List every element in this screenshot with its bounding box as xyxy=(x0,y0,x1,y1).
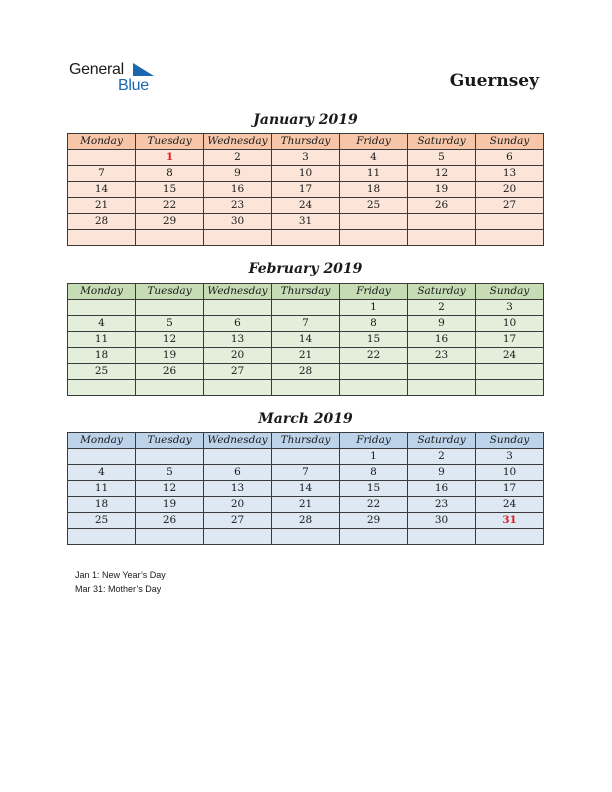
day-cell: 4 xyxy=(68,465,136,481)
weekday-header: Tuesday xyxy=(136,433,204,449)
day-cell: 10 xyxy=(476,316,544,332)
day-cell: 25 xyxy=(68,364,136,380)
weekday-header: Wednesday xyxy=(204,284,272,300)
day-cell: 31 xyxy=(476,513,544,529)
month-title: February 2019 xyxy=(248,261,363,277)
day-cell: 17 xyxy=(476,481,544,497)
day-cell: 2 xyxy=(408,449,476,465)
day-cell xyxy=(68,380,136,396)
day-cell: 13 xyxy=(476,166,544,182)
week-row xyxy=(68,380,544,396)
day-cell xyxy=(340,230,408,246)
day-cell: 12 xyxy=(136,481,204,497)
day-cell xyxy=(408,214,476,230)
day-cell: 19 xyxy=(136,497,204,513)
day-cell xyxy=(340,529,408,545)
day-cell xyxy=(204,449,272,465)
day-cell: 9 xyxy=(408,316,476,332)
weekday-header: Tuesday xyxy=(136,284,204,300)
weekday-header: Saturday xyxy=(408,433,476,449)
day-cell: 22 xyxy=(340,348,408,364)
day-cell xyxy=(476,364,544,380)
day-cell: 14 xyxy=(272,332,340,348)
day-cell: 26 xyxy=(136,364,204,380)
week-row xyxy=(68,300,544,316)
weekday-header: Friday xyxy=(340,433,408,449)
day-cell: 27 xyxy=(476,198,544,214)
day-cell: 29 xyxy=(136,214,204,230)
weekday-header-row xyxy=(68,284,544,300)
weekday-header: Monday xyxy=(68,134,136,150)
month-table xyxy=(67,283,544,396)
day-cell: 16 xyxy=(408,332,476,348)
day-cell: 18 xyxy=(68,497,136,513)
day-cell: 19 xyxy=(408,182,476,198)
day-cell: 21 xyxy=(68,198,136,214)
day-cell: 4 xyxy=(340,150,408,166)
day-cell xyxy=(136,230,204,246)
month-table xyxy=(67,432,544,545)
day-cell: 28 xyxy=(272,364,340,380)
day-cell: 22 xyxy=(340,497,408,513)
day-cell: 13 xyxy=(204,332,272,348)
day-cell: 8 xyxy=(340,465,408,481)
day-cell: 29 xyxy=(340,513,408,529)
day-cell: 11 xyxy=(68,481,136,497)
day-cell: 24 xyxy=(272,198,340,214)
day-cell: 4 xyxy=(68,316,136,332)
day-cell: 15 xyxy=(340,332,408,348)
day-cell: 3 xyxy=(272,150,340,166)
month-title: January 2019 xyxy=(253,112,358,128)
day-cell: 5 xyxy=(136,465,204,481)
weekday-header: Friday xyxy=(340,134,408,150)
week-row xyxy=(68,497,544,513)
day-cell xyxy=(408,230,476,246)
day-cell: 14 xyxy=(272,481,340,497)
day-cell xyxy=(68,449,136,465)
day-cell xyxy=(272,449,340,465)
day-cell: 9 xyxy=(204,166,272,182)
day-cell: 23 xyxy=(204,198,272,214)
day-cell xyxy=(476,214,544,230)
holiday-note: Jan 1: New Year’s Day xyxy=(75,570,166,580)
day-cell: 30 xyxy=(408,513,476,529)
day-cell: 11 xyxy=(340,166,408,182)
day-cell: 12 xyxy=(136,332,204,348)
day-cell xyxy=(136,449,204,465)
day-cell: 28 xyxy=(272,513,340,529)
day-cell: 7 xyxy=(272,465,340,481)
weekday-header: Saturday xyxy=(408,134,476,150)
day-cell: 8 xyxy=(340,316,408,332)
weekday-header: Thursday xyxy=(272,284,340,300)
weekday-header: Monday xyxy=(68,284,136,300)
week-row xyxy=(68,198,544,214)
day-cell xyxy=(136,380,204,396)
day-cell: 20 xyxy=(204,348,272,364)
day-cell xyxy=(476,380,544,396)
day-cell: 18 xyxy=(340,182,408,198)
weekday-header: Sunday xyxy=(476,134,544,150)
week-row xyxy=(68,214,544,230)
weekday-header: Tuesday xyxy=(136,134,204,150)
week-row xyxy=(68,230,544,246)
day-cell: 2 xyxy=(204,150,272,166)
day-cell: 26 xyxy=(136,513,204,529)
day-cell xyxy=(204,380,272,396)
week-row xyxy=(68,449,544,465)
day-cell: 3 xyxy=(476,449,544,465)
day-cell xyxy=(204,300,272,316)
day-cell: 7 xyxy=(272,316,340,332)
country-title: Guernsey xyxy=(449,71,539,91)
day-cell: 25 xyxy=(340,198,408,214)
week-row xyxy=(68,364,544,380)
day-cell: 10 xyxy=(272,166,340,182)
day-cell: 15 xyxy=(136,182,204,198)
day-cell xyxy=(408,529,476,545)
logo-text-general: General xyxy=(69,61,124,78)
day-cell: 27 xyxy=(204,513,272,529)
day-cell: 17 xyxy=(272,182,340,198)
day-cell: 7 xyxy=(68,166,136,182)
day-cell xyxy=(272,300,340,316)
weekday-header: Thursday xyxy=(272,134,340,150)
day-cell: 5 xyxy=(408,150,476,166)
logo xyxy=(69,61,159,95)
weekday-header: Friday xyxy=(340,284,408,300)
day-cell: 3 xyxy=(476,300,544,316)
weekday-header: Thursday xyxy=(272,433,340,449)
day-cell: 24 xyxy=(476,348,544,364)
day-cell: 9 xyxy=(408,465,476,481)
weekday-header: Saturday xyxy=(408,284,476,300)
day-cell: 5 xyxy=(136,316,204,332)
day-cell: 1 xyxy=(136,150,204,166)
day-cell: 15 xyxy=(340,481,408,497)
weekday-header: Sunday xyxy=(476,284,544,300)
week-row xyxy=(68,150,544,166)
weekday-header: Wednesday xyxy=(204,433,272,449)
day-cell xyxy=(68,230,136,246)
weekday-header-row xyxy=(68,134,544,150)
logo-triangle-icon xyxy=(133,63,155,77)
weekday-header: Monday xyxy=(68,433,136,449)
day-cell: 21 xyxy=(272,348,340,364)
day-cell: 2 xyxy=(408,300,476,316)
day-cell xyxy=(272,230,340,246)
day-cell: 16 xyxy=(204,182,272,198)
day-cell: 8 xyxy=(136,166,204,182)
holiday-note: Mar 31: Mother’s Day xyxy=(75,584,162,594)
weekday-header: Wednesday xyxy=(204,134,272,150)
month-title: March 2019 xyxy=(258,411,353,427)
day-cell: 27 xyxy=(204,364,272,380)
day-cell: 17 xyxy=(476,332,544,348)
week-row xyxy=(68,529,544,545)
day-cell: 23 xyxy=(408,348,476,364)
day-cell: 10 xyxy=(476,465,544,481)
week-row xyxy=(68,481,544,497)
week-row xyxy=(68,182,544,198)
weekday-header-row xyxy=(68,433,544,449)
day-cell xyxy=(408,364,476,380)
day-cell xyxy=(136,300,204,316)
day-cell xyxy=(476,230,544,246)
day-cell xyxy=(340,214,408,230)
day-cell xyxy=(204,230,272,246)
weekday-header: Sunday xyxy=(476,433,544,449)
week-row xyxy=(68,166,544,182)
month-table xyxy=(67,133,544,246)
day-cell xyxy=(340,380,408,396)
day-cell: 25 xyxy=(68,513,136,529)
day-cell: 1 xyxy=(340,449,408,465)
day-cell: 20 xyxy=(204,497,272,513)
day-cell: 1 xyxy=(340,300,408,316)
day-cell: 6 xyxy=(204,465,272,481)
day-cell: 23 xyxy=(408,497,476,513)
day-cell xyxy=(68,300,136,316)
day-cell: 26 xyxy=(408,198,476,214)
day-cell: 14 xyxy=(68,182,136,198)
day-cell: 30 xyxy=(204,214,272,230)
day-cell xyxy=(408,380,476,396)
day-cell: 6 xyxy=(476,150,544,166)
day-cell xyxy=(68,529,136,545)
day-cell: 16 xyxy=(408,481,476,497)
day-cell: 13 xyxy=(204,481,272,497)
day-cell: 21 xyxy=(272,497,340,513)
holiday-notes xyxy=(75,568,166,596)
day-cell: 11 xyxy=(68,332,136,348)
week-row xyxy=(68,316,544,332)
day-cell xyxy=(136,529,204,545)
day-cell xyxy=(340,364,408,380)
day-cell xyxy=(68,150,136,166)
day-cell: 24 xyxy=(476,497,544,513)
day-cell: 22 xyxy=(136,198,204,214)
day-cell: 6 xyxy=(204,316,272,332)
day-cell: 18 xyxy=(68,348,136,364)
day-cell: 19 xyxy=(136,348,204,364)
day-cell: 20 xyxy=(476,182,544,198)
day-cell: 31 xyxy=(272,214,340,230)
day-cell: 12 xyxy=(408,166,476,182)
week-row xyxy=(68,513,544,529)
day-cell: 28 xyxy=(68,214,136,230)
day-cell xyxy=(204,529,272,545)
day-cell xyxy=(272,529,340,545)
day-cell xyxy=(476,529,544,545)
day-cell xyxy=(272,380,340,396)
week-row xyxy=(68,348,544,364)
logo-text-blue: Blue xyxy=(118,77,149,94)
week-row xyxy=(68,332,544,348)
week-row xyxy=(68,465,544,481)
